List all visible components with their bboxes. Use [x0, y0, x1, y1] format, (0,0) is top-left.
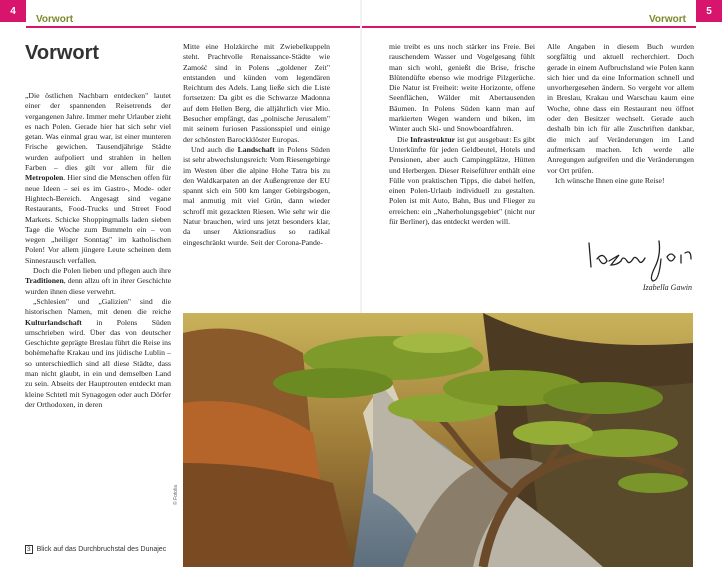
- author-signature: [585, 233, 695, 283]
- paragraph: „Die östlichen Nachbarn entdecken" lautet einer der spannenden Reisetrends der vergangenen Jahre. Immer mehr Urlauber zieht es nach Polen. Gerade hier hat sich sehr viel getan. Was einmal grau war, ist einer munteren Frische gewichen. Tausendjährige Städte wurden aufpoliert und strahlen in hellen Farben – dies gilt vor allem für die Metropolen. Hier sind die Menschen offen für neue Ideen – sei es im Gastro-, Mode- oder Hightech-Bereich. Angesagt sind vegane Restaurants, Food-Trucks und Street Food Markets. Schicke Shoppingmalls laden sieben Tage die Woche zum Bummeln ein – von wegen „heiliger Sonntag" im katholischen Polen! Vor allem jüngere Leute scheinen dem Sinnesrausch verfallen.: [25, 91, 171, 265]
- landscape-photo: [183, 313, 693, 567]
- caption-number: 3: [27, 546, 31, 553]
- author-name: Izabella Gawin: [642, 283, 692, 292]
- caption-text: Blick auf das Durchbruchstal des Dunajec: [36, 546, 167, 553]
- left-running-head: [26, 8, 360, 28]
- paragraph: Mitte eine Holzkirche mit Zwiebelkuppeln steht. Prachtvolle Renaissance-Städte wie Zamość sind in Polens „goldener Zeit" entstanden und künden vom legendären Reichtum des Adels. Lang ließe sich die Liste fortsetzen: Da gibt es die Schwarze Madonna auf dem Hellen Berg, die alljährlich vier Mio. Besucher empfängt, das „polnische Jerusalem" mit seinem furiosen Passionsspiel und einige der schönsten Barockklöster Europas.: [183, 42, 330, 144]
- paragraph: mie treibt es uns noch stärker ins Freie. Bei rauschendem Wasser und Vogelgesang fühlt man sich wohl, genießt die Brise, frische Blütendüfte ebenso wie modrige Pilzgerüche. Die Natur ist Freiheit: weite Horizonte, offene Seenflächen, Wälder mit Abertausenden Bäumen. In Polens Süden kann man auf markierten Wegen wandern und biken, im Winter auch Ski- und Snowboardfahren.: [389, 42, 535, 134]
- page-title: Vorwort: [25, 42, 100, 64]
- text-column-4: [547, 42, 694, 186]
- paragraph: Ich wünsche Ihnen eine gute Reise!: [555, 175, 665, 185]
- text-column-1: [25, 91, 171, 410]
- paragraph: Und auch die Landschaft in Polens Süden ist sehr abwechslungsreich: Vom Riesengebirge im Westen über die alpine Hohe Tatra bis zu den Waldkarpaten an der Außengrenze der EU spannt sich ein 500 km langer Gebirgsbogen, mal anmutig mit viel Grün, dann wieder schroff mit gezackten Riesen. Wie sehr wir die Natur brauchen, wird uns jetzt besonders klar, da unser Aktionsradius so radikal eingeschränkt wurde. Seit der Corona-Pande-: [183, 144, 330, 247]
- right-running-head-text: Vorwort: [648, 14, 686, 25]
- left-page-number: 4: [0, 0, 26, 22]
- left-running-head-text: Vorwort: [36, 14, 74, 25]
- right-page-number: 5: [696, 0, 722, 22]
- photo-caption: [25, 545, 166, 554]
- paragraph: Die Infrastruktur ist gut ausgebaut: Es gibt Unterkünfte für jeden Geldbeutel, Hotels und Pensionen, aber auch Campingplätze, Hütten und Herbergen. Dieser Reiseführer enthält eine Fülle von praktischen Tipps, die dabei helfen, einen Polen-Urlaub individuell zu gestalten. Polen ist mit Auto, Bahn, Bus und Flieger zu erreichen: ein „Naherholungsgebiet" (nicht nur für Berliner), das entdeckt werden will.: [389, 134, 535, 227]
- text-column-2: [183, 42, 330, 248]
- paragraph: Alle Angaben in diesem Buch wurden sorgfältig und aktuell recherchiert. Doch gerade in einem Aufbruchsland wie Polen kann sich hier und da eine Information schnell und unvorhergesehen ändern. So vergeht vor allem in Breslau, Krakau und Warschau kaum eine Woche, ohne dass ein Restaurant neu öffnet oder den Besitzer wechselt. Gerade auch deshalb bin ich für alle Zuschriften dankbar, die mich auf Veränderungen im Land aufmerksam machen. Ich werde alle Anregungen aufgreifen und die Veränderungen vor Ort prüfen.: [547, 42, 694, 175]
- right-running-head: [362, 8, 696, 28]
- paragraph: Doch die Polen lieben und pflegen auch ihre Traditionen, denn allzu oft in ihrer Geschichte wurden ihnen diese verwehrt.: [25, 266, 171, 296]
- paragraph: „Schlesien" und „Galizien" sind die historischen Namen, mit denen die reiche Kulturlandschaft in Polens Süden umschrieben wird. Über das von deutscher Geschichte geprägte Breslau führt die Reise ins bohèmehafte Krakau und ins jüdische Lublin – so unterschiedlich sind all diese Städte, dass man nicht glaubt, in ein und demselben Land zu sein. Abseits der Hauptrouten entdeckt man kleine Schtetl mit Synagogen oder auch Dörfer der Orthodoxen, in deren: [25, 296, 172, 409]
- photo-credit: © Fotolia: [173, 484, 179, 505]
- text-column-3: [389, 42, 535, 227]
